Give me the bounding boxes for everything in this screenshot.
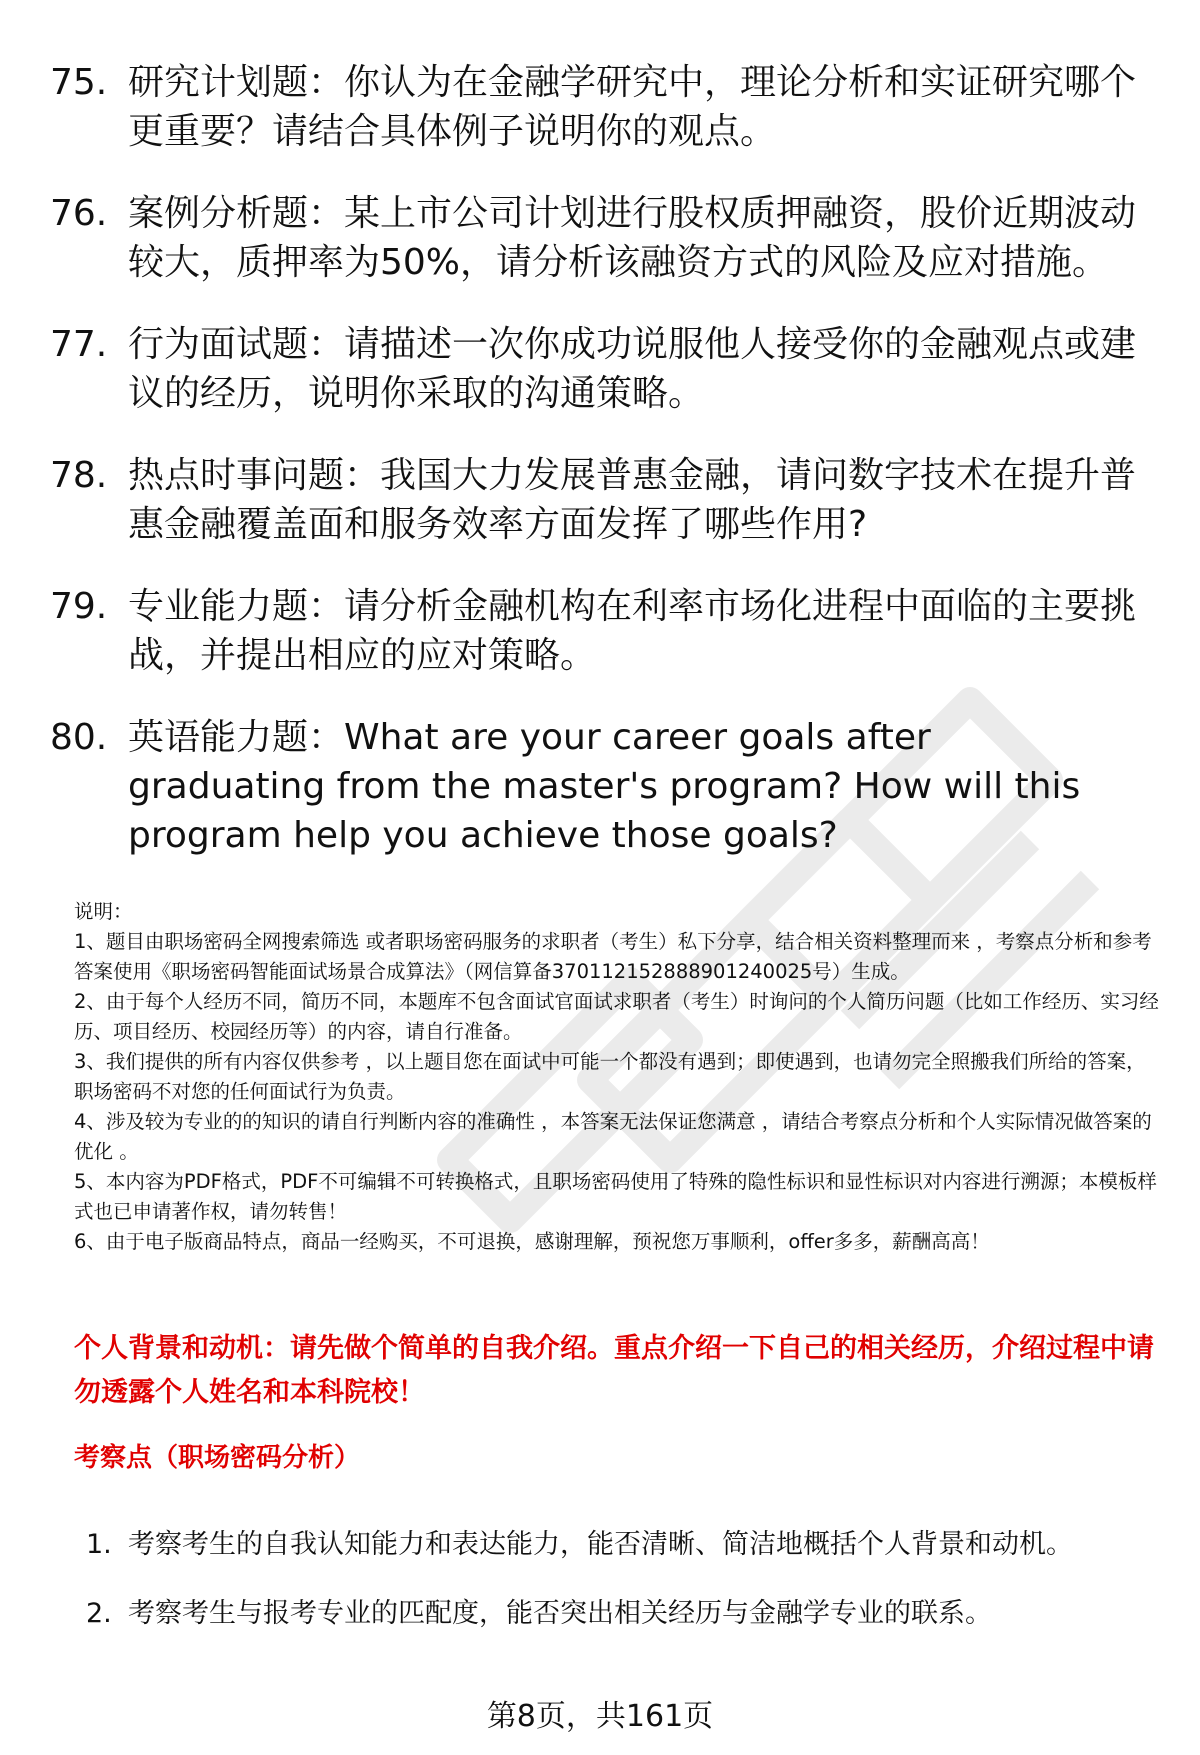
question-item — [0, 189, 1200, 287]
question-text: 专业能力题：请分析金融机构在利率市场化进程中面临的主要挑战，并提出相应的应对策略。 — [128, 586, 1137, 676]
notes-block — [74, 897, 1159, 1257]
note-item: 3、我们提供的所有内容仅供参考 ，以上题目您在面试中可能一个都没有遇到；即使遇到，也请勿完全照搬我们所给的答案，职场密码不对您的任何面试行为负责。 — [74, 1050, 1146, 1103]
question-item — [0, 58, 1200, 156]
question-number: 76. — [50, 193, 108, 234]
analysis-heading: 考察点（职场密码分析） — [74, 1443, 361, 1473]
question-text: 研究计划题：你认为在金融学研究中，理论分析和实证研究哪个更重要？请结合具体例子说明你的观点。 — [128, 62, 1137, 152]
point-text: 考察考生的自我认知能力和表达能力，能否清晰、简洁地概括个人背景和动机。 — [128, 1529, 1073, 1560]
question-item — [0, 713, 1200, 860]
point-number: 1. — [86, 1529, 112, 1560]
question-text: 案例分析题：某上市公司计划进行股权质押融资，股价近期波动较大，质押率为50%，请分析该融资方式的风险及应对措施。 — [128, 193, 1137, 283]
question-number: 79. — [50, 586, 108, 627]
point-number: 2. — [86, 1598, 112, 1629]
question-number: 75. — [50, 62, 108, 103]
point-text: 考察考生与报考专业的匹配度，能否突出相关经历与金融学专业的联系。 — [128, 1598, 992, 1629]
question-number: 78. — [50, 455, 108, 496]
question-list — [0, 58, 1200, 893]
question-item — [0, 582, 1200, 680]
analysis-point — [0, 1582, 1200, 1645]
question-text: 行为面试题：请描述一次你成功说服他人接受你的金融观点或建议的经历，说明你采取的沟通策略。 — [128, 324, 1137, 414]
note-item: 6、由于电子版商品特点，商品一经购买，不可退换，感谢理解，预祝您万事顺利，offer多多，薪酬高高！ — [74, 1230, 990, 1253]
note-item: 5、本内容为PDF格式，PDF不可编辑不可转换格式，且职场密码使用了特殊的隐性标识和显性标识对内容进行溯源；本模板样式也已申请著作权，请勿转售！ — [74, 1170, 1157, 1223]
question-item — [0, 320, 1200, 418]
highlighted-question: 个人背景和动机：请先做个简单的自我介绍。重点介绍一下自己的相关经历，介绍过程中请勿透露个人姓名和本科院校！ — [74, 1333, 1154, 1408]
analysis-point — [0, 1513, 1200, 1576]
question-number: 77. — [50, 324, 108, 365]
question-text: 热点时事问题：我国大力发展普惠金融，请问数字技术在提升普惠金融覆盖面和服务效率方面发挥了哪些作用? — [128, 455, 1137, 545]
page-footer: 第8页，共161页 — [486, 1699, 714, 1734]
analysis-points — [0, 1513, 1200, 1651]
question-number: 80. — [50, 717, 108, 758]
note-item: 2、由于每个人经历不同，简历不同，本题库不包含面试官面试求职者（考生）时询问的个人简历问题（比如工作经历、实习经历、项目经历、校园经历等）的内容，请自行准备。 — [74, 990, 1159, 1043]
note-item: 4、涉及较为专业的的知识的请自行判断内容的准确性 ，本答案无法保证您满意 ，请结合考察点分析和个人实际情况做答案的优化 。 — [74, 1110, 1152, 1163]
notes-title: 说明： — [74, 900, 133, 923]
question-item — [0, 451, 1200, 549]
question-text: 英语能力题：What are your career goals after graduating from the master's program? How will this program help you achieve those goals? — [128, 717, 1081, 856]
note-item: 1、题目由职场密码全网搜索筛选 或者职场密码服务的求职者（考生）私下分享，结合相关资料整理而来 ，考察点分析和参考答案使用《职场密码智能面试场景合成算法》（网信算备370112152888901240025号）生成。 — [74, 930, 1152, 983]
